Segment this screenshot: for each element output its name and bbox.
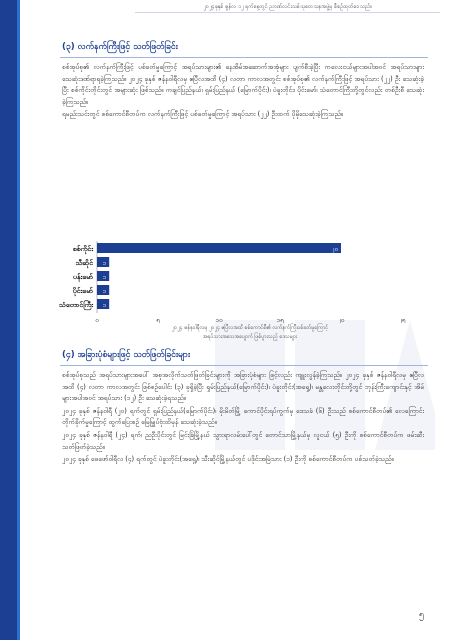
x-tick-label: ၂၀ — [337, 316, 345, 323]
section-body — [62, 62, 424, 122]
chart-caption — [150, 324, 350, 342]
x-tick-label: ၁၀ — [215, 316, 223, 323]
data-label: ၁ — [102, 259, 107, 267]
data-label: ၁ — [102, 273, 107, 281]
section-heading: (၃) လက်နက်ကြီးဖြင့် သတ်ဖြတ်ခြင်း — [62, 42, 178, 52]
section-divider — [60, 57, 428, 58]
data-label: ၁ — [102, 287, 107, 295]
left-accent-stripe — [17, 0, 20, 640]
paragraph: စစ်အုပ်စု၏ လက်နက်ကြီးဖြင့် ပစ်ခတ်မှုကြောင့် အရပ်သားများ၏ နေအိမ်အဆောက်အအုံများ ပျက်စီးခဲ့ပြီး ကလေးငယ်များအပါအဝင် အရပ်သားများ သေဆုံးဒဏ်ရာရခဲ့ကြသည်။ ၂၀၂၄ ခုနှစ် ဇန်နဝါရီလမှ ဧပြီလအထိ (၄) လတာ ကာလအတွင်း စစ်အုပ်စု၏ လက်နက်ကြီးဖြင့် အရပ်သား (၂၂) ဦး သေဆုံးခဲ့ပြီး စစ်ကိုင်းတိုင်းတွင် အများဆုံး ဖြစ်သည်။ ကချင်ပြည်နယ်၊ ရှမ်းပြည်နယ် (မြောက်ပိုင်း)၊ ပဲခူးတိုင်း၊ ပိုင်းမော်၊ သံတောင်ကြီးတို့တွင်လည်း တစ်ဦးစီ သေဆုံးခဲ့ကြသည်။ — [62, 63, 424, 106]
paragraph: ရမည်းသင်းတွင် စစ်ကောင်စီတပ်က လက်နက်ကြီးဖြင့် ပစ်ခတ်မှုကြောင့် အရပ်သား (၂၂) ဦးထက် ပိုမိုသေဆုံးခဲ့ကြသည်။ — [62, 110, 343, 119]
left-accent-bar — [0, 0, 17, 640]
paragraph: စစ်အုပ်စုသည် အရပ်သားများအပေါ် အစုအလိုက်သတ်ဖြတ်ခြင်းများကို အခြားပုံစံများ ဖြင့်လည်း ကျူးလွန်ခဲ့ကြသည်။ ၂၀၂၄ ခုနှစ် ဇန်နဝါရီလမှ ဧပြီလအထိ (၄) လတာ ကာလအတွင်း ဖြစ်စဉ်ပေါင်း (၃) ခုရှိခဲ့ပြီး ရှမ်းပြည်နယ်(မြောက်ပိုင်း)၊ ပဲခူးတိုင်း(အရှေ့)၊ မန္တလေးတိုင်းတို့တွင် ဘုန်းကြီးကျောင်းနှင့် အိမ်များအပါအဝင် အရပ်သား (၁၂) ဦး သေဆုံးခဲ့ရသည်။ — [62, 371, 424, 403]
category-label: သံတောင်ကြီး — [59, 301, 93, 309]
category-label: ပန်းမော် — [72, 273, 93, 281]
paragraph: ၂၀၂၄ ခုနှစ် ဖေဖော်ဝါရီလ (၄) ရက်တွင် ပဲခူးတိုင်း(အရှေ့)၊ သီးဆိုင်မြို့နယ်တွင် ပဒိုင်းအမြဲသား (၁) ဦးကို စစ်ကောင်စီတပ်က ပစ်သတ်ခဲ့သည်။ — [62, 455, 394, 464]
data-label: ၂၀ — [331, 245, 338, 253]
chart-caption-line: အရပ်သားအသေအပျောက် ဖြစ်ပွားသည့် ဒေသများ — [202, 334, 298, 340]
chart-caption-line: ၂၀၂၄ ဇန်နဝါရီလမှ ၂၀၂၄ ဧပြီလအထိ စစ်ကောင်စီ၏ လက်နက်ကြီးပစ်ခတ်မှုကြောင့် — [171, 325, 329, 331]
paragraph: ၂၀၂၄ ခုနှစ် ဇန်နဝါရီ (၂၄) ရက်၊ ညဦးပိုင်းတွင် မြင်းခြံမြို့နယ် သွားရာလမ်းပေါ်တွင် တောင်သာမြို့နယ်မှ လူငယ် (၅) ဦးကို စစ်ကောင်စီတပ်က ဖမ်းဆီးသတ်ဖြတ်ခဲ့သည်။ — [62, 430, 424, 451]
x-tick-label: ၂၅ — [398, 316, 406, 323]
category-label: စစ်ကိုင်း — [72, 245, 93, 253]
section-divider — [60, 365, 428, 366]
page-number: ၅ — [419, 610, 425, 620]
x-tick-label: ၅ — [156, 316, 160, 323]
x-tick-label: ၁၅ — [276, 316, 284, 323]
data-label: ၁ — [102, 301, 107, 309]
category-label: သီဆိုင် — [75, 259, 93, 267]
x-tick-label: ၀ — [95, 316, 99, 323]
section-body — [62, 370, 424, 467]
section-heading: (၄) အခြားပုံစံများဖြင့် သတ်ဖြတ်ခြင်းများ — [62, 350, 191, 360]
category-label: ပိုင်းမော် — [72, 287, 93, 295]
header-divider — [135, 12, 440, 13]
paragraph: ၂၀၂၄ ခုနှစ် ဇန်နဝါရီ (၂၀) ရက်တွင် ရှမ်းပြည်နယ်(မြောက်ပိုင်း)၊ မိုးမိတ်မြို့ ကောင်ပိုင်းရပ်ကွက်မှ ဒေသခံ (၆) ဦးသည် စစ်ကောင်စီတပ်၏ လေကြောင်းတိုက်ခိုက်မှုကြောင့် ထွက်ပြေးစဉ် မြေမြှုပ်ဗုံးထိမှန် သေဆုံးခဲ့သည်။ — [62, 406, 424, 427]
chart-bar — [97, 243, 341, 253]
page-header: ၂၀၂၄ခုနှစ် ဇွန်လ ၁၂ ရက်နေ့တွင် ညာဏ်လင်းသစ်သုတေသနအဖွဲ့မှ စီစဉ်ထုတ်ဝေသည်။ — [203, 4, 372, 10]
chart-svg — [57, 238, 429, 323]
bar-chart — [57, 238, 429, 323]
